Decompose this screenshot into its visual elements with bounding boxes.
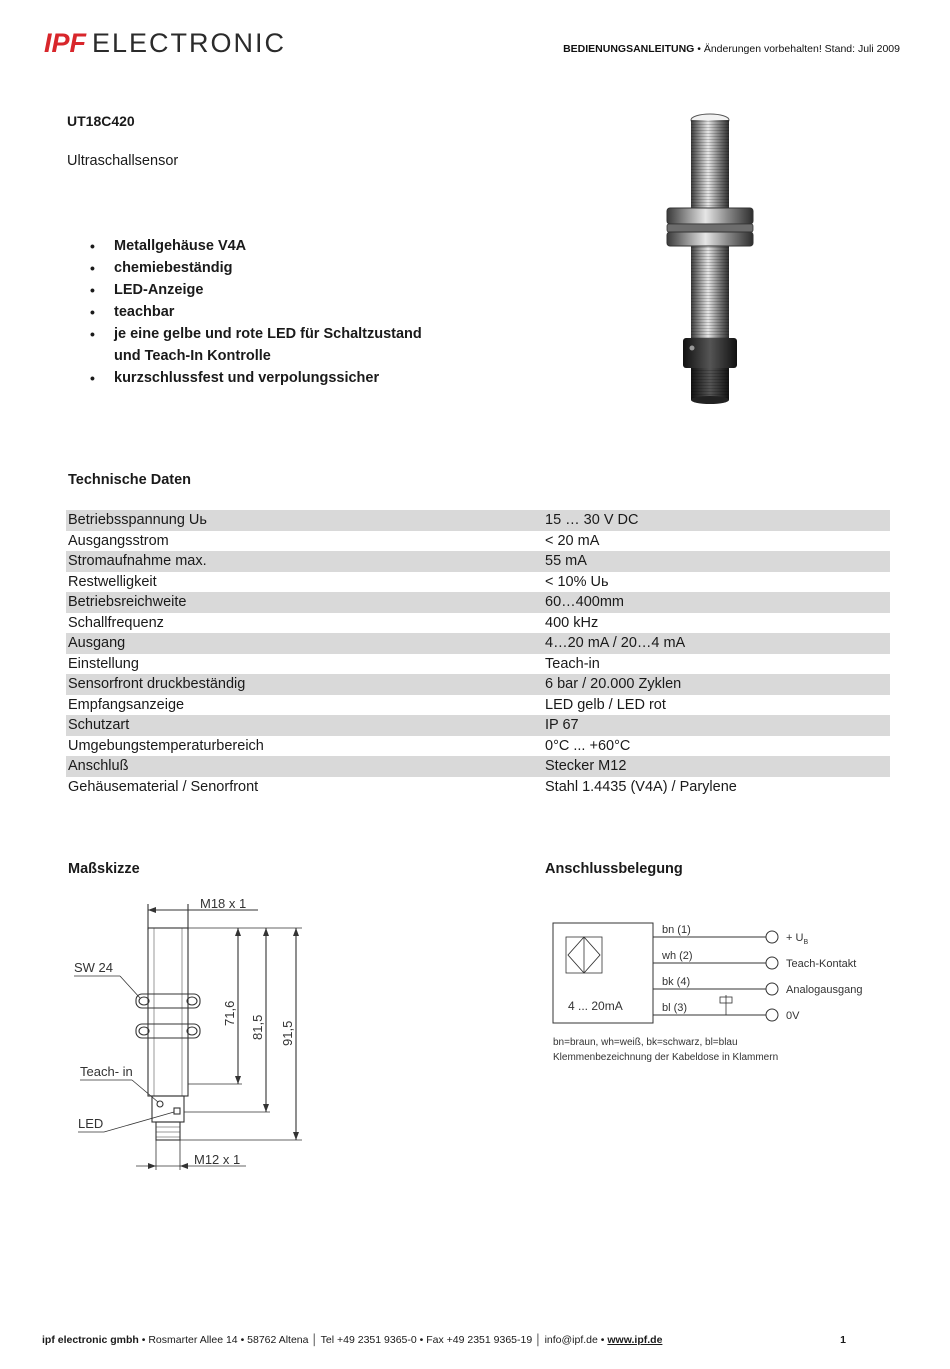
- signal-subscript: B: [803, 939, 809, 946]
- spec-value: < 20 mA: [545, 532, 600, 549]
- feature-item: • je eine gelbe und rote LED für Schaltzustand und Teach-In Kontrolle: [90, 323, 450, 367]
- company-logo: [44, 28, 286, 59]
- spec-value: IP 67: [543, 715, 890, 736]
- wire-label: wh (2): [662, 950, 693, 962]
- signal-name: + U: [786, 932, 804, 944]
- spec-value: 55 mA: [543, 551, 890, 572]
- footer-company: ipf electronic gmbh: [42, 1334, 139, 1346]
- wire-label: bk (4): [662, 976, 691, 988]
- spec-key: Schutzart: [66, 715, 543, 736]
- header-note-rest: • Änderungen vorbehalten! Stand: Juli 2009: [694, 43, 900, 55]
- spec-key: Umgebungstemperaturbereich: [68, 737, 264, 754]
- spec-key: Ausgang: [66, 633, 543, 654]
- feature-item: • chemiebeständig: [90, 257, 450, 279]
- table-row: [66, 592, 890, 613]
- connection-heading: Anschlussbelegung: [545, 861, 683, 877]
- table-row: [66, 674, 890, 695]
- spec-key: Anschluß: [66, 756, 543, 777]
- spec-value: 6 bar / 20.000 Zyklen: [543, 674, 890, 695]
- spec-value: 0°C ... +60°C: [545, 737, 631, 754]
- signal-label: [786, 932, 808, 946]
- spec-value: 60…400mm: [543, 592, 890, 613]
- wire-label: bn (1): [662, 924, 691, 936]
- feature-list: [90, 235, 450, 389]
- signal-label: 0V: [786, 1010, 800, 1022]
- dimension-91-label: 91,5: [280, 1020, 295, 1046]
- table-row: [66, 613, 890, 634]
- spec-key: Empfangsanzeige: [68, 696, 185, 713]
- spec-value: LED gelb / LED rot: [545, 696, 666, 713]
- feature-item: • kurzschlussfest und verpolungssicher: [90, 367, 450, 389]
- tech-heading: Technische Daten: [68, 472, 192, 488]
- spec-key: Betriebsspannung Uь: [66, 510, 543, 531]
- spec-value: 15 … 30 V DC: [543, 510, 890, 531]
- led-label: LED: [78, 1116, 104, 1131]
- table-row: [66, 654, 890, 675]
- table-row: [66, 633, 890, 654]
- connection-diagram: [548, 915, 888, 1075]
- dimensions-heading: Maßskizze: [68, 861, 140, 877]
- table-row: [66, 531, 890, 552]
- spec-value: 400 kHz: [545, 614, 599, 631]
- spec-key: Stromaufnahme max.: [66, 551, 543, 572]
- footer-website-link[interactable]: www.ipf.de: [607, 1334, 663, 1346]
- wrench-size-label: SW 24: [74, 960, 114, 975]
- product-subtitle: Ultraschallsensor: [67, 153, 179, 169]
- feature-item: • LED-Anzeige: [90, 279, 450, 301]
- table-row: [66, 572, 890, 593]
- product-model: UT18C420: [67, 113, 135, 129]
- table-row: [66, 551, 890, 572]
- spec-value: Stahl 1.4435 (V4A) / Parylene: [545, 778, 737, 795]
- spec-key: Gehäusematerial / Senorfront: [68, 778, 259, 795]
- table-row: [66, 777, 890, 798]
- signal-label: Analogausgang: [786, 984, 863, 996]
- product-photo: [655, 108, 765, 406]
- logo-word: ELECTRONIC: [92, 28, 287, 58]
- spec-key: Sensorfront druckbeständig: [66, 674, 543, 695]
- spec-key: Ausgangsstrom: [68, 532, 169, 549]
- signal-label: Teach-Kontakt: [786, 958, 857, 970]
- logo-brand: IPF: [44, 28, 87, 58]
- wire-label: bl (3): [662, 1002, 688, 1014]
- dimension-71-label: 71,6: [222, 1000, 237, 1026]
- spec-key: Betriebsreichweite: [66, 592, 543, 613]
- spec-key: Restwelligkeit: [68, 573, 157, 590]
- spec-value: Teach-in: [545, 655, 600, 672]
- thread-bottom-label: M12 x 1: [194, 1152, 241, 1167]
- spec-value: 4…20 mA / 20…4 mA: [543, 633, 890, 654]
- header-note: [563, 43, 900, 55]
- spec-value: < 10% Uь: [545, 573, 609, 590]
- terminal-note: Klemmenbezeichnung der Kabeldose in Klammern: [553, 1052, 779, 1063]
- sensor-output-label: 4 ... 20mA: [568, 999, 623, 1013]
- footer: [42, 1334, 662, 1346]
- teach-in-label: Teach- in: [80, 1064, 133, 1079]
- tech-table: [66, 510, 890, 797]
- footer-address: • Rosmarter Allee 14 • 58762 Altena │ Tel +49 2351 9365-0 • Fax +49 2351 9365-19 │ info@ipf.de •: [138, 1334, 608, 1346]
- table-row: [66, 736, 890, 757]
- spec-value: Stecker M12: [543, 756, 890, 777]
- table-row: [66, 756, 890, 777]
- color-legend: bn=braun, wh=weiß, bk=schwarz, bl=blau: [553, 1037, 738, 1048]
- spec-key: Einstellung: [68, 655, 139, 672]
- header-note-title: BEDIENUNGSANLEITUNG: [563, 43, 695, 55]
- feature-item: • teachbar: [90, 301, 450, 323]
- table-row: [66, 510, 890, 531]
- thread-top-label: M18 x 1: [200, 896, 247, 911]
- table-row: [66, 695, 890, 716]
- spec-key: Schallfrequenz: [68, 614, 164, 631]
- page-number: 1: [840, 1334, 846, 1346]
- dimension-drawing: [70, 890, 320, 1180]
- feature-item: • Metallgehäuse V4A: [90, 235, 450, 257]
- dimension-81-label: 81,5: [250, 1014, 265, 1040]
- table-row: [66, 715, 890, 736]
